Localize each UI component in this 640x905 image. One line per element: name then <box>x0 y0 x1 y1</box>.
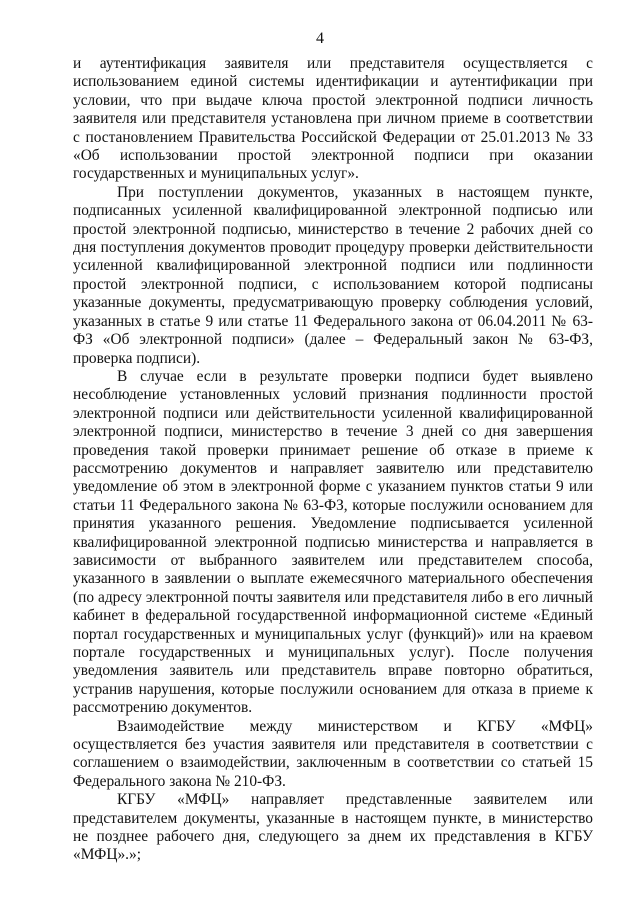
paragraph-5: КГБУ «МФЦ» направляет представленные заявителем или представителем документы, указанные в настоящем пункте, в министерство не позднее рабочего дня, следующего за днем их представления в КГБУ «МФЦ».»; <box>73 791 593 864</box>
document-body <box>73 55 593 865</box>
paragraph-2: При поступлении документов, указанных в настоящем пункте, подписанных усиленной квалифицированной электронной подписью или простой электронной подписью, министерство в течение 2 рабочих дней со дня поступления документов проводит процедуру проверки действительности усиленной квалифицированной электронной подписи или подлинности простой электронной подписи, с использованием которой подписаны указанные документы, предусматривающую проверку соблюдения условий, указанных в статье 9 или статье 11 Федерального закона от 06.04.2011 № 63-ФЗ «Об электронной подписи» (далее – Федеральный закон № 63-ФЗ, проверка подписи). <box>73 183 593 367</box>
paragraph-4: Взаимодействие между министерством и КГБУ «МФЦ» осуществляется без участия заявителя или представителя в соответствии с соглашением о взаимодействии, заключенным в соответствии со статьей 15 Федерального закона № 210-ФЗ. <box>73 717 593 790</box>
paragraph-3: В случае если в результате проверки подписи будет выявлено несоблюдение установленных условий признания подлинности простой электронной подписи или действительности усиленной квалифицированной электронной подписи, министерство в течение 3 дней со дня завершения проведения такой проверки принимает решение об отказе в приеме к рассмотрению документов и направляет заявителю или представителю уведомление об этом в электронной форме с указанием пунктов статьи 9 или статьи 11 Федерального закона № 63-ФЗ, которые послужили основанием для принятия указанного решения. Уведомление подписывается усиленной квалифицированной электронной подписью министерства и направляется в зависимости от выбранного заявителем или представителем способа, указанного в заявлении о выплате ежемесячного материального обеспечения (по адресу электронной почты заявителя или представителя либо в его личный кабинет в федеральной государственной информационной системе «Единый портал государственных и муниципальных услуг (функций)» или на краевом портале государственных и муниципальных услуг). После получения уведомления заявитель или представитель вправе повторно обратиться, устранив нарушения, которые послужили основанием для отказа в приеме к рассмотрению документов. <box>73 367 593 717</box>
paragraph-1: и аутентификация заявителя или представителя осуществляется с использованием единой системы идентификации и аутентификации при условии, что при выдаче ключа простой электронной подписи личность заявителя или представителя установлена при личном приеме в соответствии с постановлением Правительства Российской Федерации от 25.01.2013 № 33 «Об использовании простой электронной подписи при оказании государственных и муниципальных услуг». <box>73 55 593 183</box>
page-number: 4 <box>316 30 324 47</box>
